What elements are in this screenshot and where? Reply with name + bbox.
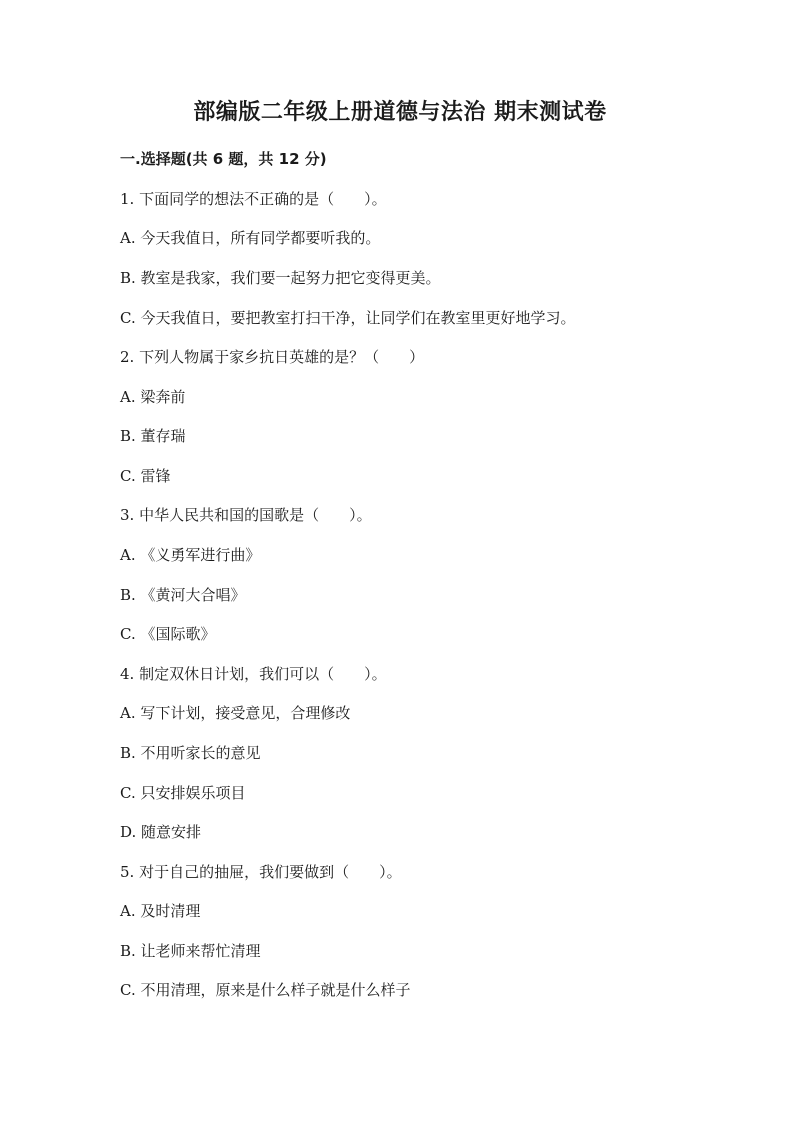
question-2: 2. 下列人物属于家乡抗日英雄的是？（ ）	[120, 348, 425, 366]
page-title: 部编版二年级上册道德与法治 期末测试卷	[193, 100, 607, 125]
option-5b: B. 让老师来帮忙清理	[120, 942, 261, 960]
option-5a: A. 及时清理	[120, 902, 201, 920]
option-4b: B. 不用听家长的意见	[120, 744, 261, 762]
option-4c: C. 只安排娱乐项目	[120, 784, 246, 802]
option-1b: B. 教室是我家，我们要一起努力把它变得更美。	[120, 269, 441, 287]
question-4: 4. 制定双休日计划，我们可以（ ）。	[120, 665, 387, 683]
section-heading: 一.选择题(共 6 题，共 12 分)	[120, 150, 327, 168]
option-2b: B. 董存瑞	[120, 427, 186, 445]
option-4d: D. 随意安排	[120, 823, 202, 841]
option-4a: A. 写下计划，接受意见，合理修改	[120, 704, 351, 722]
option-3c: C. 《国际歌》	[120, 625, 216, 643]
option-5c: C. 不用清理，原来是什么样子就是什么样子	[120, 981, 411, 999]
option-1a: A. 今天我值日，所有同学都要听我的。	[120, 229, 381, 247]
option-2c: C. 雷锋	[120, 467, 171, 485]
question-1: 1. 下面同学的想法不正确的是（ ）。	[120, 190, 387, 208]
option-3b: B. 《黄河大合唱》	[120, 586, 246, 604]
question-3: 3. 中华人民共和国的国歌是（ ）。	[120, 506, 372, 524]
option-1c: C. 今天我值日，要把教室打扫干净，让同学们在教室里更好地学习。	[120, 309, 576, 327]
option-2a: A. 梁奔前	[120, 388, 186, 406]
question-5: 5. 对于自己的抽屉，我们要做到（ ）。	[120, 863, 402, 881]
option-3a: A. 《义勇军进行曲》	[120, 546, 261, 564]
